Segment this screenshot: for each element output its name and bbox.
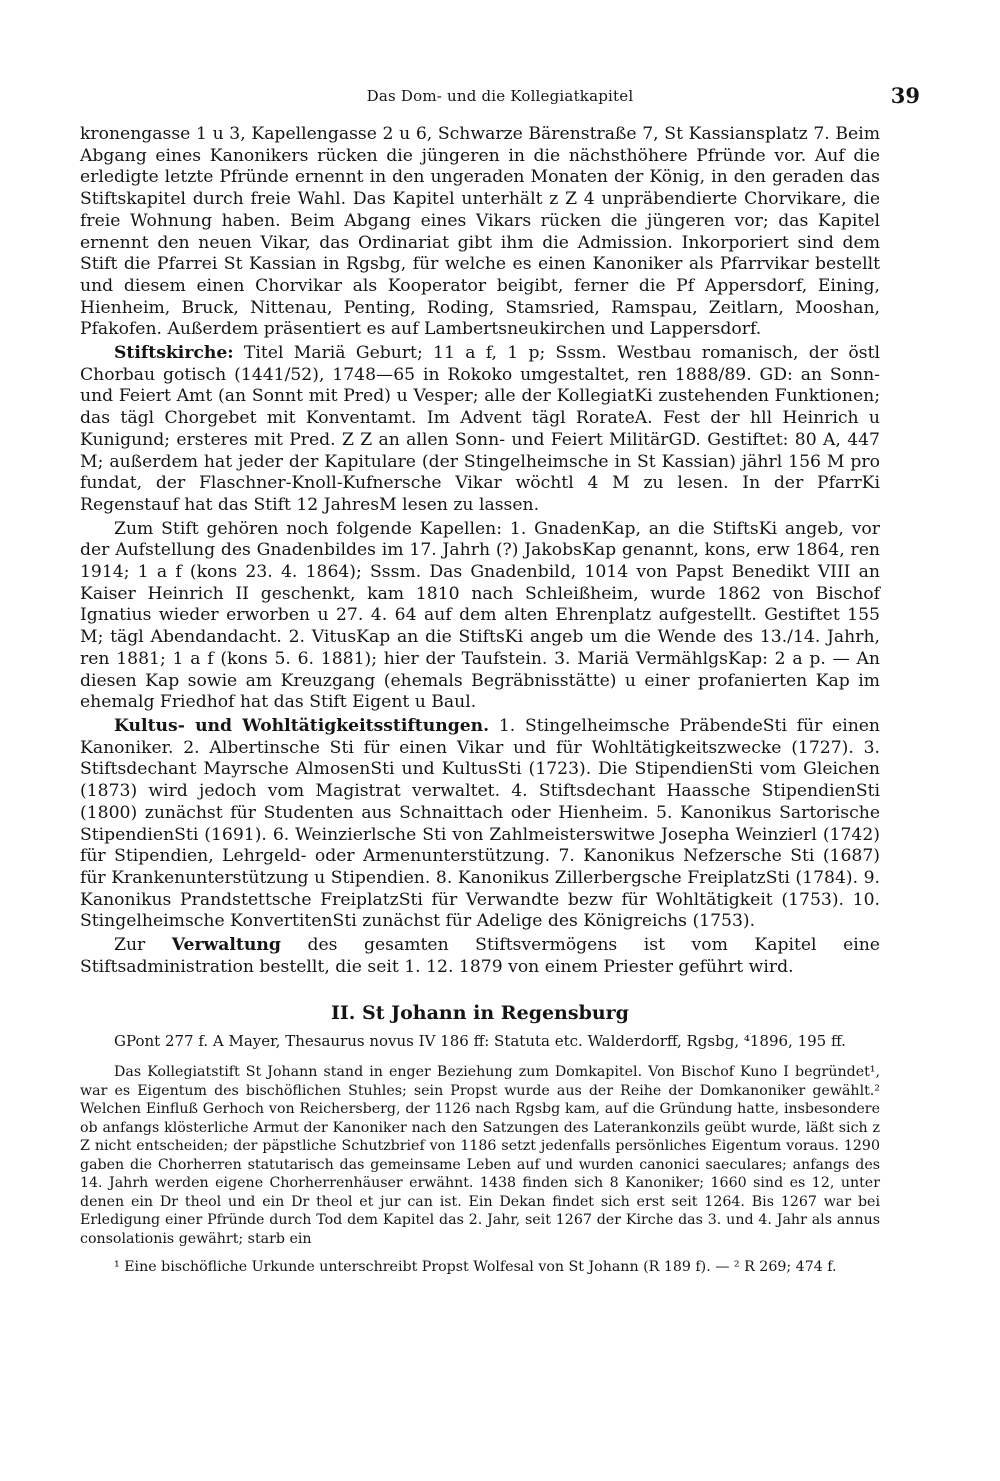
paragraph-pfarreien: kronengasse 1 u 3, Kapellengasse 2 u 6, Schwarze Bärenstraße 7, St Kassiansplatz 7. Beim Abgang eines Kanonikers rücken die jüngeren in die nächsthöhere Pfründe vor. Auf die erledigte letzte Pfründe ernennt in den ungeraden Monaten der König, in den geraden das Stiftskapitel durch freie Wahl. Das Kapitel unterhält z Z 4 unpräbendierte Chorvikare, die freie Wohnung haben. Beim Abgang eines Vikars rücken die jüngeren vor; das Kapitel ernennt den neuen Vikar, das Ordinariat gibt ihm die Admission. Inkorporiert sind dem Stift die Pfarrei St Kassian in Rgsbg, für welche es einen Kanoniker als Pfarrvikar bestellt und diesem einen Chorvikar als Kooperator beigibt, ferner die Pf Appersdorf, Eining, Hienheim, Bruck, Nittenau, Penting, Roding, Stamsried, Ramspau, Zeitlarn, Mooshan, Pfakofen. Außerdem präsentiert es auf Lambertsneukirchen und Lappersdorf. bbox=[80, 124, 880, 340]
section-small-text: Das Kollegiatstift St Johann stand in enger Beziehung zum Domkapitel. Von Bischof Kuno I begründet¹, war es Eigentum des bischöflichen Stuhles; sein Propst wurde aus der Reihe der Domkanoniker gewählt.² Welchen Einfluß Gerhoch von Reichersberg, der 1126 nach Rgsbg kam, auf die Gründung hatte, insbesondere ob anfangs klösterliche Armut der Kanoniker nach den Satzungen des Laterankonzils geübt wurde, läßt sich z Z nicht entscheiden; der päpstliche Schutzbrief von 1186 setzt jedenfalls persönliches Eigentum voraus. 1290 gaben die Chorherren statutarisch das gemeinsame Leben auf und wurden canonici saeculares; anfangs des 14. Jahrh werden eigene Chorherrenhäuser erwähnt. 1438 finden sich 8 Kanoniker; 1660 sind es 12, unter denen ein Dr theol und ein Dr theol et jur can ist. Ein Dekan findet sich erst seit 1264. Bis 1267 war bei Erledigung einer Pfründe durch Tod dem Kapitel das 2. Jahr, seit 1267 der Kirche das 3. und 4. Jahr als annus consolationis gewährt; starb ein bbox=[80, 1064, 880, 1247]
running-head bbox=[80, 83, 920, 111]
paragraph-text-stiftungen: 1. Stingelheimsche PräbendeSti für einen Kanoniker. 2. Albertinsche Sti für einen Vikar und für Wohltätigkeitszwecke (1727). 3. Stiftsdechant Mayrsche AlmosenSti und KultusSti (1723). Die StipendienSti vom Gleichen (1873) wird jedoch vom Magistrat verwaltet. 4. Stiftsdechant Haassche StipendienSti (1800) zunächst für Studenten aus Schnaittach oder Hienheim. 5. Kanonikus Sartorische StipendienSti (1691). 6. Weinzierlsche Sti von Zahlmeisterswitwe Josepha Weinzierl (1742) für Stipendien, Lehrgeld- oder Armenunterstützung. 7. Kanonikus Nefzersche Sti (1687) für Krankenunterstützung u Stipendien. 8. Kanonikus Zillerbergsche FreiplatzSti (1784). 9. Kanonikus Prandstettsche FreiplatzSti für Verwandte bezw für Wohltätigkeit (1753). 10. Stingelheimsche KonvertitenSti zunächst für Adelige des Königreichs (1753). bbox=[80, 715, 881, 932]
paragraph-text-stiftskirche: Titel Mariä Geburt; 11 a f, 1 p; Sssm. Westbau romanisch, der östl Chorbau gotisch (1441/52), 1748—65 in Rokoko umgestaltet, ren 1888/89. GD: an Sonn- und Feiert Amt (an Sonnt mit Pred) u Vesper; alle der KollegiatKi zustehenden Funktionen; das tägl Chorgebet mit Konventamt. Im Advent tägl RorateA. Fest der hll Heinrich u Kunigund; ersteres mit Pred. Z Z an allen Sonn- und Feiert MilitärGD. Gestiftet: 80 A, 447 M; außerdem hat jeder der Kapitulare (der Stingelheimsche in St Kassian) jährl 156 M pro fundat, der Flaschner-Knoll-Kufnersche Vikar wöchtl 4 M zu lesen. In der PfarrKi Regenstauf hat das Stift 12 JahresM lesen zu lassen. bbox=[80, 343, 880, 515]
paragraph-verwaltung bbox=[80, 935, 880, 978]
page-number: 39 bbox=[890, 83, 920, 108]
paragraph-lead-verwaltung: Verwaltung bbox=[171, 935, 281, 956]
paragraph-text-verwaltung: des gesamten Stiftsvermögens ist vom Kapitel eine Stiftsadministration bestellt, die seit 1. 12. 1879 von einem Priester geführt wird. bbox=[80, 935, 880, 977]
paragraph-lead-stiftskirche: Stiftskirche: bbox=[114, 343, 234, 364]
section-heading: II. St Johann in Regensburg bbox=[331, 1002, 629, 1025]
paragraph-kapellen: Zum Stift gehören noch folgende Kapellen: 1. GnadenKap, an die StiftsKi angeb, vor der Aufstellung des Gnadenbildes im 17. Jahrh (?) JakobsKap genannt, kons, erw 1864, ren 1914; 1 a f (kons 23. 4. 1864); Sssm. Das Gnadenbild, 1014 von Papst Benedikt VIII an Kaiser Heinrich II geschenkt, kam 1810 nach Schleißheim, wurde 1862 von Bischof Ignatius wieder erworben u 27. 4. 64 auf dem alten Ehrenplatz aufgestellt. Gestiftet 155 M; tägl Abendandacht. 2. VitusKap an die StiftsKi angeb um die Wende des 13./14. Jahrh, ren 1881; 1 a f (kons 5. 6. 1881); hier der Taufstein. 3. Mariä VermählgsKap: 2 a p. — An diesen Kap sowie am Kreuzgang (ehemals Begräbnisstätte) u einer profanierten Kap im ehemalg Friedhof hat das Stift Eigent u Baul. bbox=[80, 518, 880, 713]
paragraph-stiftskirche bbox=[80, 343, 880, 517]
running-title: Das Dom- und die Kollegiatkapitel bbox=[366, 87, 634, 105]
footnote: ¹ Eine bischöfliche Urkunde unterschreibt Propst Wolfesal von St Johann (R 189 f). — ² R 269; 474 f. bbox=[114, 1259, 837, 1276]
paragraph-pre-verwaltung: Zur bbox=[114, 935, 172, 956]
paragraph-stiftungen bbox=[80, 716, 880, 933]
body-text bbox=[80, 124, 880, 1277]
section-sources: GPont 277 f. A Mayer, Thesaurus novus IV 186 ff: Statuta etc. Walderdorff, Rgsbg, ⁴1896, 195 ff. bbox=[114, 1032, 846, 1051]
paragraph-lead-stiftungen: Kultus- und Wohltätigkeitsstiftungen. bbox=[114, 715, 490, 736]
